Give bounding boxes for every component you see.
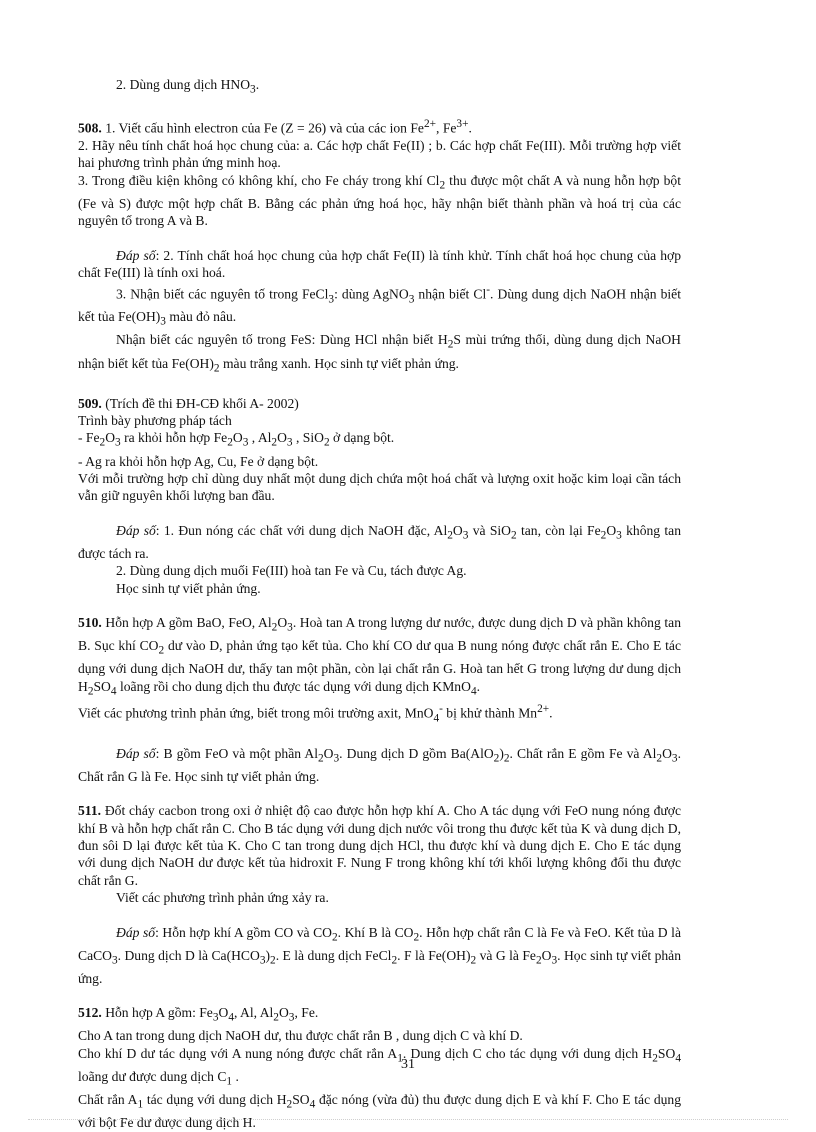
paragraph: Học sinh tự viết phản ứng. [116,580,261,596]
paragraph: Với mỗi trường hợp chỉ dùng duy nhất một dung dịch chứa một hoá chất và lượng oxit hoặc kim loại cần tách vẫn giữ nguyên khối lượng ban đầu. [78,471,681,504]
paragraph: 2. Dùng dung dịch $HNO_3$. [116,77,260,96]
paragraph: Đáp số: 1. Đun nóng các chất với dung dịch NaOH đặc, $Al_2O_3$ và SiO$_2$ tan, còn lại $Fe_2O_3$ không tan được tách ra. [78,522,682,561]
paragraph: - Ag ra khỏi hỗn hợp Ag, Cu, Fe ở dạng bột. [78,453,319,469]
paragraph: 3. Nhận biết các nguyên tố trong FeCl$_3$: dùng AgNO$_3$ nhận biết Cl-. Dùng dung dịch NaOH nhận biết kết tủa $Fe(OH)_3$ màu đỏ nâu. [78,283,681,328]
paragraph: Đáp số: 2. Tính chất hoá học chung của hợp chất Fe(II) là tính khử. Tính chất hoá học chung của hợp chất Fe(III) là tính oxi hoá. [78,247,681,281]
paragraph: Viết các phương trình phản ứng, biết trong môi trường axit, MnO$_4$- bị khử thành $Mn^{2+}$. [78,702,553,725]
paragraph: 508. 1. Viết cấu hình electron của Fe (Z = 26) và của các ion $Fe^{2+}$, $Fe^{3+}$. [78,118,472,136]
paragraph: 3. Trong điều kiện không có không khí, cho Fe cháy trong khí $Cl_2$ thu được một chất A và nung hỗn hợp bột (Fe và S) được một hợp chất B. Bằng các phản ứng hoá học, hãy nhận biết thành phần và hoá trị của các nguyên tố trong A và B. [78,172,681,229]
paragraph: 511. Đốt cháy cacbon trong oxi ở nhiệt độ cao được hỗn hợp khí A. Cho A tác dụng với FeO nung nóng được khí B và hỗn hợp chất rắn C. Cho B tác dụng với dung dịch nước vôi trong thu được kết tủa K và dung dịch D, đun sôi D lại được kết tủa K. Cho C tan trong dung dịch HCl, thu được khí và dung dịch E. Cho E tác dụng với dung dịch NaOH dư được kết tủa hidroxit F. Nung F trong không khí tới khối lượng không đổi thu được chất rắn G. [78,803,681,888]
paragraph: 512. Hỗn hợp A gồm: $Fe_3O_4$, Al, $Al_2O_3$, Fe. [78,1005,319,1024]
paragraph: Nhận biết các nguyên tố trong FeS: Dùng HCl nhận biết $H_2S$ mùi trứng thối, dùng dung dịch NaOH nhận biết kết tủa $Fe(OH)_2$ màu trắng xanh. Học sinh tự viết phản ứng. [78,332,681,375]
paragraph: - $Fe_2O_3$ ra khỏi hỗn hợp $Fe_2O_3$ , $Al_2O_3$ , SiO$_2$ ở dạng bột. [78,430,395,450]
paragraph: Viết các phương trình phản ứng xảy ra. [116,890,329,906]
paragraph: Cho A tan trong dung dịch NaOH dư, thu được chất rắn B , dung dịch C và khí D. [78,1028,523,1044]
footer-dotted-rule [28,1119,788,1120]
paragraph: Trình bày phương pháp tách [78,413,232,429]
paragraph: Chất rắn $A_1$ tác dụng với dung dịch $H_2SO_4$ đặc nóng (vừa đủ) thu được dung dịch E và khí F. Cho E tác dụng với bột Fe dư được dung dịch H. [78,1092,682,1131]
paragraph: 510. Hỗn hợp A gồm BaO, FeO, $Al_2O_3$. Hoà tan A trong lượng dư nước, được dung dịch D và phần không tan B. Sục khí $CO_2$ dư vào D, phản ứng tạo kết tủa. Cho khí CO dư qua B nung nóng được chất rắn E. Cho E tác dụng với dung dịch NaOH dư, thấy tan một phần, còn lại chất rắn G. Hoà tan hết G trong lượng dư dung dịch $H_2SO_4$ loãng rồi cho dung dịch thu được tác dụng với dung dịch KMnO$_4$. [78,615,681,698]
paragraph: 2. Dùng dung dịch muối Fe(III) hoà tan Fe và Cu, tách được Ag. [116,563,467,579]
paragraph: Cho khí D dư tác dụng với A nung nóng được chất rắn $A_1$. Dung dịch C cho tác dụng với dung dịch $H_2SO_4$ loãng dư được dung dịch $C_1$ . [78,1045,681,1088]
paragraph: 509. (Trích đề thi ĐH-CĐ khối A- 2002) [78,395,299,411]
page-number: 31 [401,1057,415,1072]
paragraph: Đáp số: Hỗn hợp khí A gồm CO và $CO_2$. Khí B là $CO_2$. Hỗn hợp chất rắn C là Fe và FeO. Kết tủa D là CaCO$_3$. Dung dịch D là $Ca(HCO_3)_2$. E là dung dịch FeCl$_2$. F là $Fe(OH)_2$ và G là $Fe_2O_3$. Học sinh tự viết phản ứng. [78,924,681,986]
paragraph: Đáp số: B gồm FeO và một phần $Al_2O_3$. Dung dịch D gồm $Ba(AlO_2)_2$. Chất rắn E gồm Fe và $Al_2O_3$. Chất rắn G là Fe. Học sinh tự viết phản ứng. [78,745,681,784]
paragraph: 2. Hãy nêu tính chất hoá học chung của: a. Các hợp chất Fe(II) ; b. Các hợp chất Fe(III). Mỗi trường hợp viết hai phương trình phản ứng minh hoạ. [78,138,681,171]
document-body [78,76,681,1132]
